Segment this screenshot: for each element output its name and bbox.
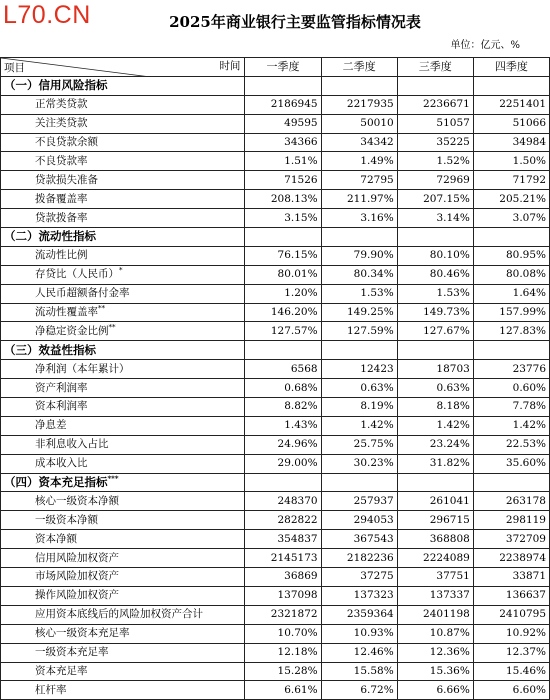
value-cell-q3: 2236671 [397, 95, 473, 114]
value-cell-q2: 294053 [321, 511, 397, 530]
value-cell-q2: 72795 [321, 171, 397, 190]
value-cell-q2: 149.25% [321, 303, 397, 322]
row-label-text: 贷款拨备率 [35, 211, 88, 224]
row-label-text: 净利润（本年累计） [35, 362, 130, 375]
header-quarter-2: 二季度 [321, 58, 397, 77]
value-cell-q3: 23.24% [397, 435, 473, 454]
value-cell-q1: 80.01% [245, 265, 321, 284]
section-title-text: （二）流动性指标 [4, 229, 96, 244]
table-row [1, 568, 550, 587]
table-row [1, 322, 550, 341]
empty-cell [245, 76, 321, 95]
section-header-row [1, 76, 550, 95]
row-label [1, 549, 245, 568]
value-cell-q2: 80.34% [321, 265, 397, 284]
table-row [1, 435, 550, 454]
value-cell-q2: 6.72% [321, 681, 397, 700]
unit-note: 单位：亿元、% [450, 40, 520, 51]
empty-cell [245, 228, 321, 247]
value-cell-q3: 18703 [397, 360, 473, 379]
value-cell-q3: 8.18% [397, 398, 473, 417]
value-cell-q3: 37751 [397, 568, 473, 587]
empty-cell [473, 473, 549, 492]
header-corner-cell [1, 58, 245, 77]
value-cell-q3: 3.14% [397, 209, 473, 228]
value-cell-q2: 8.19% [321, 398, 397, 417]
table-row [1, 114, 550, 133]
value-cell-q3: 2224089 [397, 549, 473, 568]
row-label [1, 643, 245, 662]
value-cell-q2: 257937 [321, 492, 397, 511]
table-row [1, 171, 550, 190]
row-label [1, 284, 245, 303]
empty-cell [321, 76, 397, 95]
value-cell-q1: 24.96% [245, 435, 321, 454]
value-cell-q1: 8.82% [245, 398, 321, 417]
value-cell-q1: 12.18% [245, 643, 321, 662]
table-row [1, 624, 550, 643]
row-label-text: 不良贷款率 [35, 154, 88, 167]
table-row [1, 454, 550, 473]
value-cell-q2: 127.59% [321, 322, 397, 341]
table-row [1, 360, 550, 379]
value-cell-q4: 1.50% [473, 152, 549, 171]
row-label-text: 成本收入比 [35, 457, 88, 470]
value-cell-q1: 354837 [245, 530, 321, 549]
value-cell-q2: 2182236 [321, 549, 397, 568]
value-cell-q2: 1.42% [321, 416, 397, 435]
row-label [1, 265, 245, 284]
row-label-text: 杠杆率 [35, 683, 67, 696]
value-cell-q2: 367543 [321, 530, 397, 549]
row-label-text: 拨备覆盖率 [35, 192, 88, 205]
empty-cell [397, 228, 473, 247]
value-cell-q2: 2359364 [321, 605, 397, 624]
table-row [1, 643, 550, 662]
value-cell-q2: 3.16% [321, 209, 397, 228]
value-cell-q4: 136637 [473, 586, 549, 605]
diagonal-line [1, 58, 245, 76]
value-cell-q1: 3.15% [245, 209, 321, 228]
header-time-label: 时间 [219, 60, 241, 72]
value-cell-q4: 2251401 [473, 95, 549, 114]
page-title: 2025年商业银行主要监管指标情况表 [169, 13, 421, 31]
table-row [1, 246, 550, 265]
row-label-text: 正常类贷款 [35, 98, 88, 111]
value-cell-q2: 137323 [321, 586, 397, 605]
value-cell-q3: 2401198 [397, 605, 473, 624]
value-cell-q4: 1.64% [473, 284, 549, 303]
value-cell-q4: 0.60% [473, 379, 549, 398]
row-label [1, 605, 245, 624]
row-label [1, 152, 245, 171]
empty-cell [473, 228, 549, 247]
value-cell-q1: 1.51% [245, 152, 321, 171]
section-title-text: （三）效益性指标 [4, 342, 96, 357]
value-cell-q1: 208.13% [245, 190, 321, 209]
value-cell-q1: 146.20% [245, 303, 321, 322]
row-label [1, 454, 245, 473]
value-cell-q3: 72969 [397, 171, 473, 190]
value-cell-q4: 6.60% [473, 681, 549, 700]
row-label-text: 信用风险加权资产 [35, 551, 119, 564]
value-cell-q4: 10.92% [473, 624, 549, 643]
value-cell-q2: 34342 [321, 133, 397, 152]
section-title [1, 76, 245, 95]
value-cell-q4: 33871 [473, 568, 549, 587]
value-cell-q3: 149.73% [397, 303, 473, 322]
row-label-text: 资本充足率 [35, 664, 88, 677]
value-cell-q2: 25.75% [321, 435, 397, 454]
value-cell-q1: 36869 [245, 568, 321, 587]
value-cell-q1: 282822 [245, 511, 321, 530]
row-label [1, 114, 245, 133]
value-cell-q3: 10.87% [397, 624, 473, 643]
table-row [1, 133, 550, 152]
value-cell-q1: 49595 [245, 114, 321, 133]
indicator-table [0, 57, 550, 700]
table-row [1, 303, 550, 322]
empty-cell [245, 341, 321, 360]
value-cell-q4: 71792 [473, 171, 549, 190]
section-header-row [1, 341, 550, 360]
row-label-text: 操作风险加权资产 [35, 589, 119, 602]
section-title-text: （一）信用风险指标 [4, 78, 108, 93]
value-cell-q3: 207.15% [397, 190, 473, 209]
value-cell-q3: 1.52% [397, 152, 473, 171]
value-cell-q3: 1.53% [397, 284, 473, 303]
row-label [1, 511, 245, 530]
empty-cell [321, 341, 397, 360]
value-cell-q4: 3.07% [473, 209, 549, 228]
value-cell-q3: 80.10% [397, 246, 473, 265]
row-label-text: 市场风险加权资产 [35, 570, 119, 583]
value-cell-q2: 50010 [321, 114, 397, 133]
value-cell-q3: 368808 [397, 530, 473, 549]
section-title [1, 473, 245, 492]
value-cell-q4: 157.99% [473, 303, 549, 322]
header-item-label: 项目 [4, 61, 25, 74]
table-row [1, 265, 550, 284]
row-label-text: 不良贷款余额 [35, 136, 98, 148]
value-cell-q3: 80.46% [397, 265, 473, 284]
value-cell-q1: 248370 [245, 492, 321, 511]
row-label [1, 568, 245, 587]
value-cell-q3: 6.66% [397, 681, 473, 700]
site-logo: L70.CN [3, 1, 91, 29]
row-label [1, 398, 245, 417]
value-cell-q4: 34984 [473, 133, 549, 152]
value-cell-q1: 76.15% [245, 246, 321, 265]
empty-cell [397, 473, 473, 492]
value-cell-q4: 205.21% [473, 190, 549, 209]
value-cell-q3: 35225 [397, 133, 473, 152]
value-cell-q4: 1.42% [473, 416, 549, 435]
value-cell-q1: 34366 [245, 133, 321, 152]
table-row [1, 209, 550, 228]
value-cell-q1: 1.20% [245, 284, 321, 303]
value-cell-q4: 263178 [473, 492, 549, 511]
value-cell-q2: 12.46% [321, 643, 397, 662]
value-cell-q3: 0.63% [397, 379, 473, 398]
row-label-text: 非利息收入占比 [35, 438, 109, 451]
value-cell-q4: 2238974 [473, 549, 549, 568]
value-cell-q4: 298119 [473, 511, 549, 530]
row-label [1, 435, 245, 454]
value-cell-q1: 2145173 [245, 549, 321, 568]
table-row [1, 530, 550, 549]
section-title [1, 341, 245, 360]
empty-cell [245, 473, 321, 492]
table-row [1, 492, 550, 511]
row-label-text: 贷款损失准备 [35, 173, 98, 186]
value-cell-q4: 372709 [473, 530, 549, 549]
value-cell-q4: 2410795 [473, 605, 549, 624]
table-row [1, 190, 550, 209]
table-row [1, 605, 550, 624]
row-label-text: 资产利润率 [35, 381, 88, 394]
table-body [1, 76, 550, 699]
value-cell-q4: 22.53% [473, 435, 549, 454]
row-label [1, 530, 245, 549]
value-cell-q1: 137098 [245, 586, 321, 605]
empty-cell [397, 341, 473, 360]
empty-cell [473, 76, 549, 95]
footnote-mark: ** [98, 304, 105, 313]
value-cell-q4: 51066 [473, 114, 549, 133]
value-cell-q1: 6.61% [245, 681, 321, 700]
table-row [1, 379, 550, 398]
row-label [1, 492, 245, 511]
value-cell-q3: 127.67% [397, 322, 473, 341]
value-cell-q2: 37275 [321, 568, 397, 587]
row-label-text: 流动性比例 [35, 249, 88, 262]
value-cell-q2: 1.53% [321, 284, 397, 303]
value-cell-q4: 12.37% [473, 643, 549, 662]
row-label [1, 303, 245, 322]
table-row [1, 416, 550, 435]
empty-cell [321, 473, 397, 492]
row-label [1, 190, 245, 209]
row-label [1, 95, 245, 114]
row-label-text: 核心一级资本净额 [35, 494, 119, 507]
value-cell-q3: 31.82% [397, 454, 473, 473]
value-cell-q3: 261041 [397, 492, 473, 511]
value-cell-q3: 137337 [397, 586, 473, 605]
value-cell-q4: 80.95% [473, 246, 549, 265]
value-cell-q2: 15.58% [321, 662, 397, 681]
row-label-text: 净稳定资金比例 [35, 324, 109, 337]
value-cell-q1: 1.43% [245, 416, 321, 435]
table-row [1, 152, 550, 171]
value-cell-q4: 23776 [473, 360, 549, 379]
row-label [1, 133, 245, 152]
value-cell-q3: 51057 [397, 114, 473, 133]
row-label [1, 246, 245, 265]
value-cell-q3: 12.36% [397, 643, 473, 662]
row-label-text: 资本利润率 [35, 400, 88, 413]
section-title [1, 228, 245, 247]
row-label [1, 209, 245, 228]
footnote-mark: * [119, 266, 123, 275]
value-cell-q1: 15.28% [245, 662, 321, 681]
row-label-text: 资本净额 [35, 532, 77, 545]
value-cell-q1: 29.00% [245, 454, 321, 473]
value-cell-q1: 2321872 [245, 605, 321, 624]
row-label [1, 662, 245, 681]
value-cell-q3: 296715 [397, 511, 473, 530]
footnote-mark: ** [108, 323, 116, 332]
row-label-text: 关注类贷款 [35, 117, 88, 130]
value-cell-q4: 15.46% [473, 662, 549, 681]
row-label [1, 681, 245, 700]
empty-cell [321, 228, 397, 247]
value-cell-q1: 0.68% [245, 379, 321, 398]
empty-cell [473, 341, 549, 360]
table-row [1, 511, 550, 530]
value-cell-q2: 2217935 [321, 95, 397, 114]
value-cell-q2: 1.49% [321, 152, 397, 171]
value-cell-q3: 1.42% [397, 416, 473, 435]
header-row [1, 58, 550, 77]
table-row [1, 549, 550, 568]
value-cell-q2: 79.90% [321, 246, 397, 265]
value-cell-q2: 10.93% [321, 624, 397, 643]
row-label-text: 人民币超额备付金率 [35, 287, 130, 300]
header-quarter-1: 一季度 [245, 58, 321, 77]
row-label [1, 360, 245, 379]
value-cell-q1: 10.70% [245, 624, 321, 643]
row-label-text: 流动性覆盖率 [35, 306, 98, 319]
row-label-text: 存贷比（人民币） [35, 268, 119, 281]
header-quarter-4: 四季度 [473, 58, 549, 77]
value-cell-q3: 15.36% [397, 662, 473, 681]
value-cell-q1: 71526 [245, 171, 321, 190]
row-label [1, 379, 245, 398]
row-label [1, 171, 245, 190]
table-row [1, 586, 550, 605]
table-row [1, 662, 550, 681]
table-row [1, 398, 550, 417]
table-row [1, 284, 550, 303]
row-label-text: 核心一级资本充足率 [35, 627, 130, 640]
value-cell-q1: 6568 [245, 360, 321, 379]
value-cell-q4: 7.78% [473, 398, 549, 417]
value-cell-q2: 12423 [321, 360, 397, 379]
section-header-row [1, 473, 550, 492]
header-quarter-3: 三季度 [397, 58, 473, 77]
value-cell-q4: 80.08% [473, 265, 549, 284]
value-cell-q2: 30.23% [321, 454, 397, 473]
value-cell-q1: 2186945 [245, 95, 321, 114]
table-row [1, 95, 550, 114]
value-cell-q4: 127.83% [473, 322, 549, 341]
row-label [1, 586, 245, 605]
value-cell-q2: 211.97% [321, 190, 397, 209]
table-row [1, 681, 550, 700]
empty-cell [397, 76, 473, 95]
value-cell-q2: 0.63% [321, 379, 397, 398]
footnote-mark: *** [107, 474, 119, 484]
section-title-text: （四）资本充足指标 [4, 475, 108, 490]
value-cell-q1: 127.57% [245, 322, 321, 341]
value-cell-q4: 35.60% [473, 454, 549, 473]
row-label-text: 净息差 [35, 419, 67, 432]
row-label [1, 416, 245, 435]
section-header-row [1, 228, 550, 247]
row-label-text: 应用资本底线后的风险加权资产合计 [35, 608, 203, 621]
row-label-text: 一级资本净额 [35, 513, 98, 526]
row-label-text: 一级资本充足率 [35, 646, 109, 659]
row-label [1, 322, 245, 341]
row-label [1, 624, 245, 643]
